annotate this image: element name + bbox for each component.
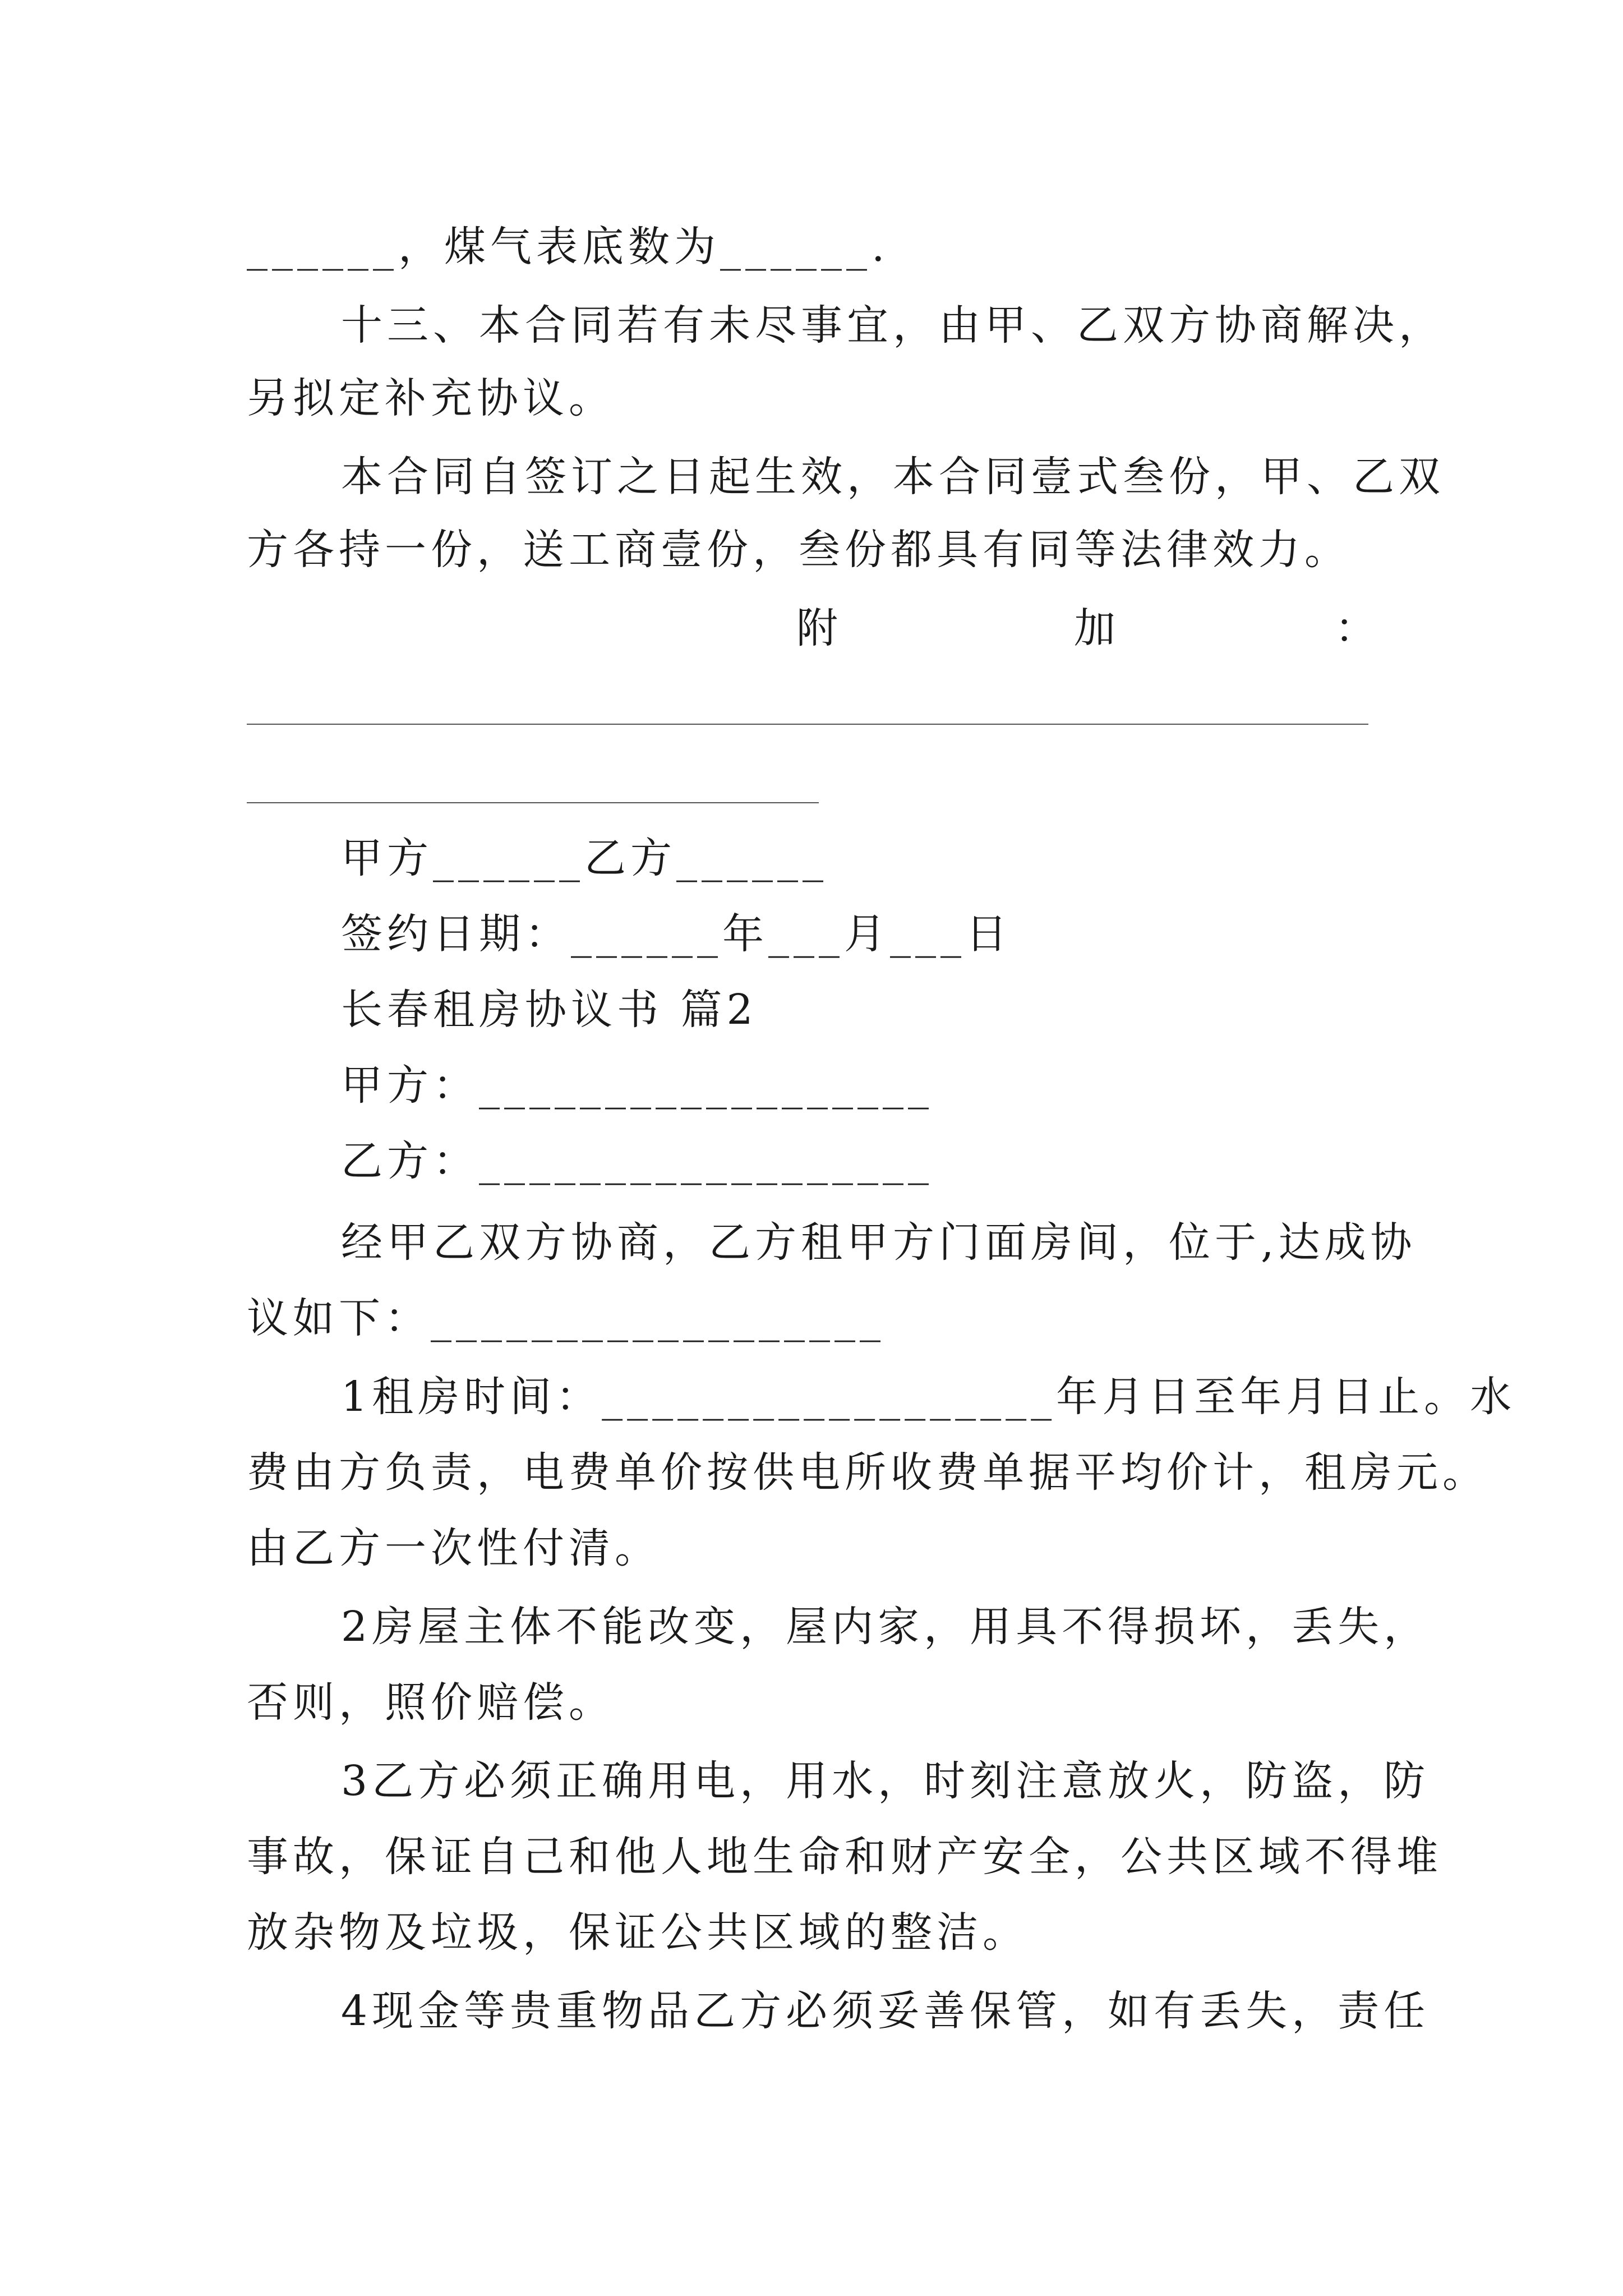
text-line: ______，煤气表底数为______. — [247, 223, 889, 271]
section-title: 长春租房协议书 篇2 — [341, 986, 758, 1034]
text-line: 由乙方一次性付清。 — [247, 1524, 661, 1572]
text-line: 另拟定补充协议。 — [247, 374, 615, 422]
text-line: 4现金等贵重物品乙方必须妥善保管，如有丢失，责任 — [341, 1987, 1430, 2035]
text-line: 2房屋主体不能改变，屋内家，用具不得损坏，丢失， — [341, 1603, 1430, 1651]
text-line: 十三、本合同若有未尽事宜，由甲、乙双方协商解决， — [341, 301, 1445, 349]
signature-parties: 甲方______乙方______ — [341, 834, 828, 882]
party-b-field: 乙方：__________________ — [341, 1137, 933, 1185]
text-line: 经甲乙双方协商，乙方租甲方门面房间，位于,达成协 — [341, 1218, 1417, 1267]
appendix-blank-line — [247, 724, 1368, 725]
appendix-char-2: 加 — [1074, 604, 1120, 652]
appendix-char-1: 附 — [796, 604, 842, 652]
text-line: 本合同自签订之日起生效，本合同壹式叁份，甲、乙双 — [341, 453, 1445, 501]
text-line: 否则，照价赔偿。 — [247, 1678, 615, 1727]
text-line: 费由方负责，电费单价按供电所收费单据平均价计，租房元。 — [247, 1448, 1488, 1497]
text-line: 事故，保证自己和他人地生命和财产安全，公共区域不得堆 — [247, 1833, 1442, 1881]
text-line: 放杂物及垃圾，保证公共区域的整洁。 — [247, 1908, 1029, 1957]
text-line: 1租房时间：__________________年月日至年月日止。水 — [341, 1373, 1516, 1421]
signing-date: 签约日期：______年___月___日 — [341, 910, 1012, 958]
text-line: 议如下：__________________ — [247, 1294, 885, 1342]
appendix-blank-line — [247, 802, 819, 803]
text-line: 方各持一份，送工商壹份，叁份都具有同等法律效力。 — [247, 526, 1350, 574]
party-a-field: 甲方：__________________ — [341, 1061, 933, 1110]
text-line: 3乙方必须正确用电，用水，时刻注意放火，防盗，防 — [341, 1757, 1430, 1805]
appendix-colon: ： — [1335, 604, 1381, 652]
